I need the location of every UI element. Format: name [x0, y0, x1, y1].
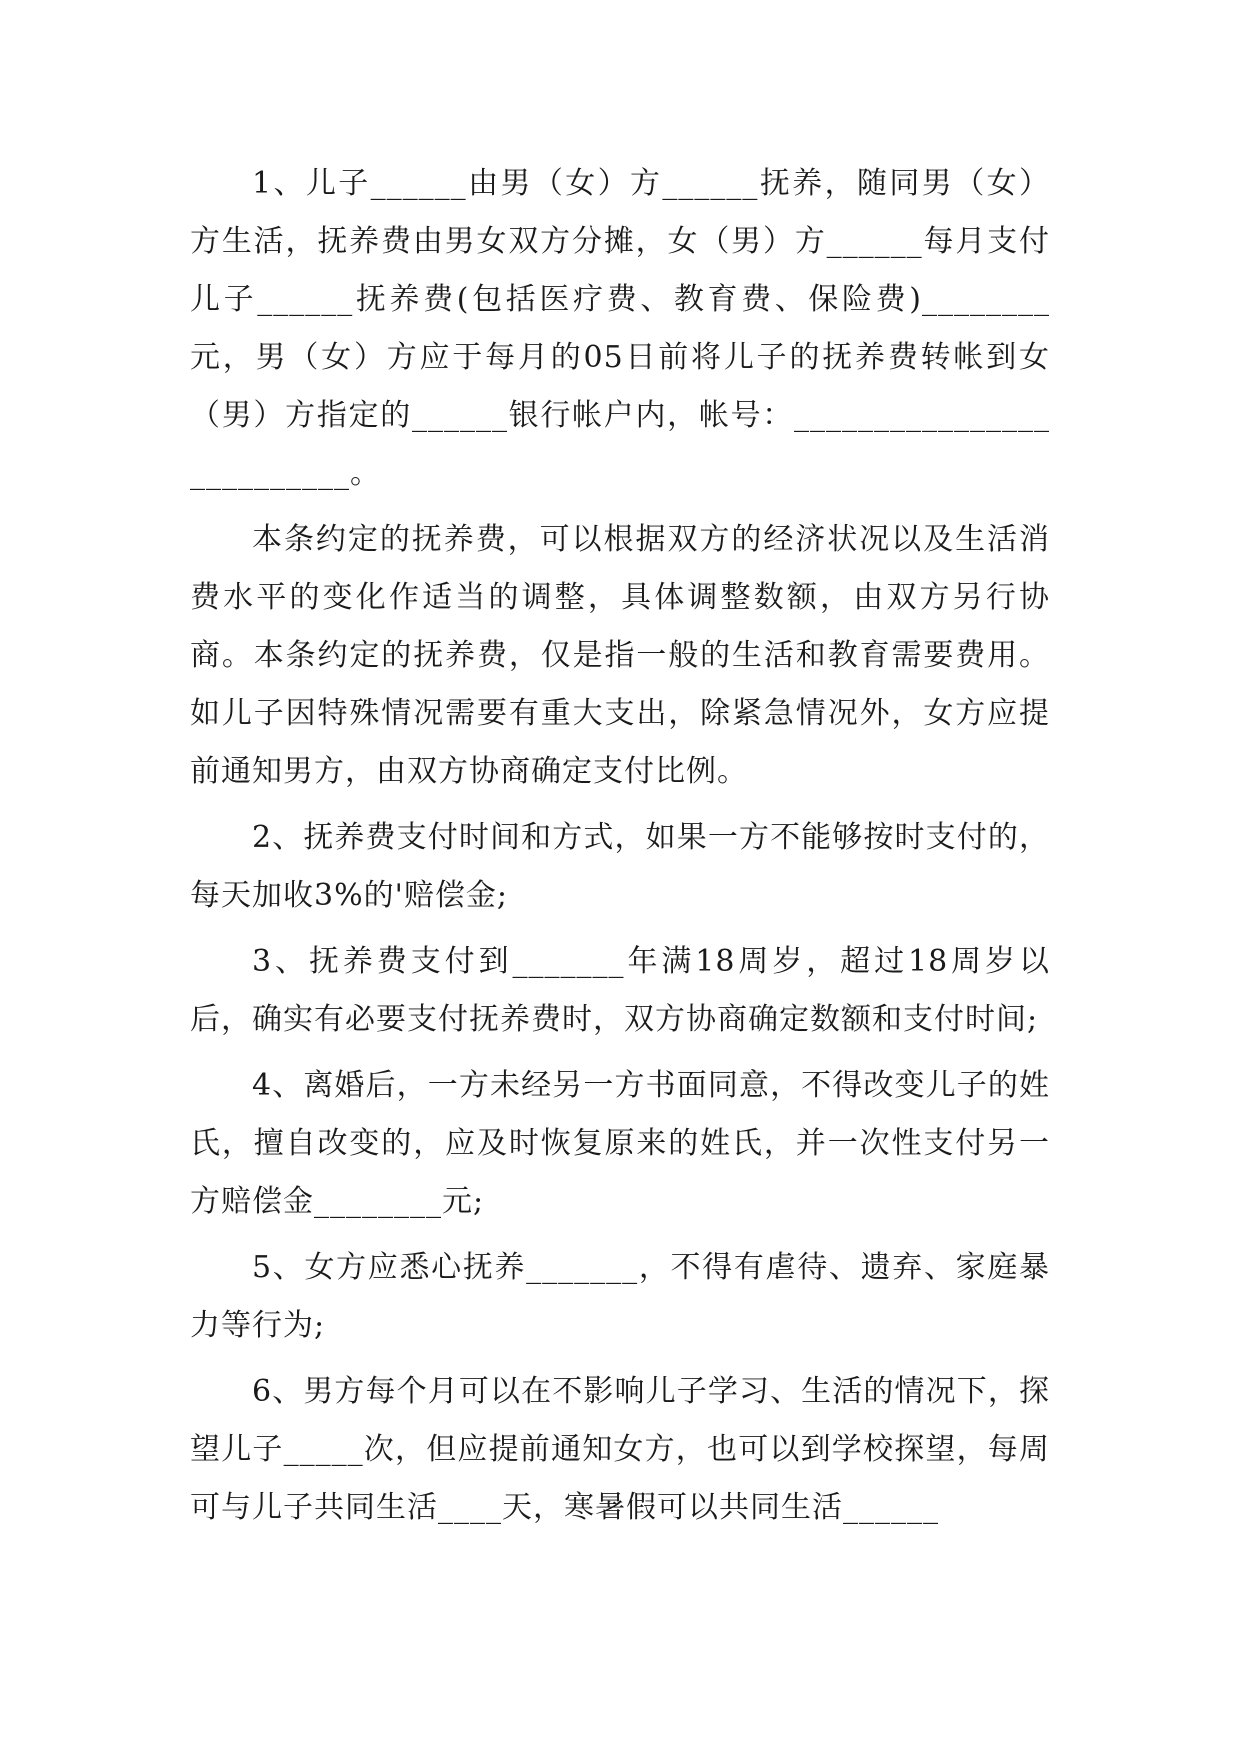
paragraph-6-visitation: 6、男方每个月可以在不影响儿子学习、生活的情况下，探望儿子_____次，但应提前通知女方，也可以到学校探望，每周可与儿子共同生活____天，寒暑假可以共同生活______: [190, 1374, 1050, 1525]
paragraph-5-care-obligation: 5、女方应悉心抚养_______，不得有虐待、遗弃、家庭暴力等行为;: [190, 1250, 1050, 1343]
paragraph-4-surname-clause: 4、离婚后，一方未经另一方书面同意，不得改变儿子的姓氏，擅自改变的，应及时恢复原来的姓氏，并一次性支付另一方赔偿金________元;: [190, 1068, 1050, 1219]
paragraph-2-payment-method: 2、抚养费支付时间和方式，如果一方不能够按时支付的，每天加收3%的'赔偿金;: [190, 820, 1050, 913]
paragraph-support-adjustment: 本条约定的抚养费，可以根据双方的经济状况以及生活消费水平的变化作适当的调整，具体调整数额，由双方另行协商。本条约定的抚养费，仅是指一般的生活和教育需要费用。如儿子因特殊情况需要有重大支出，除紧急情况外，女方应提前通知男方，由双方协商确定支付比例。: [190, 522, 1050, 789]
paragraph-1-child-support-terms: 1、儿子______由男（女）方______抚养，随同男（女）方生活，抚养费由男女双方分摊，女（男）方______每月支付儿子______抚养费(包括医疗费、教育费、保险费)________元，男（女）方应于每月的05日前将儿子的抚养费转帐到女（男）方指定的______银行帐户内，帐号：__________________________。: [190, 166, 1050, 491]
paragraph-3-payment-duration: 3、抚养费支付到_______年满18周岁，超过18周岁以后，确实有必要支付抚养费时，双方协商确定数额和支付时间;: [190, 944, 1050, 1037]
document-body: [190, 155, 1050, 1537]
